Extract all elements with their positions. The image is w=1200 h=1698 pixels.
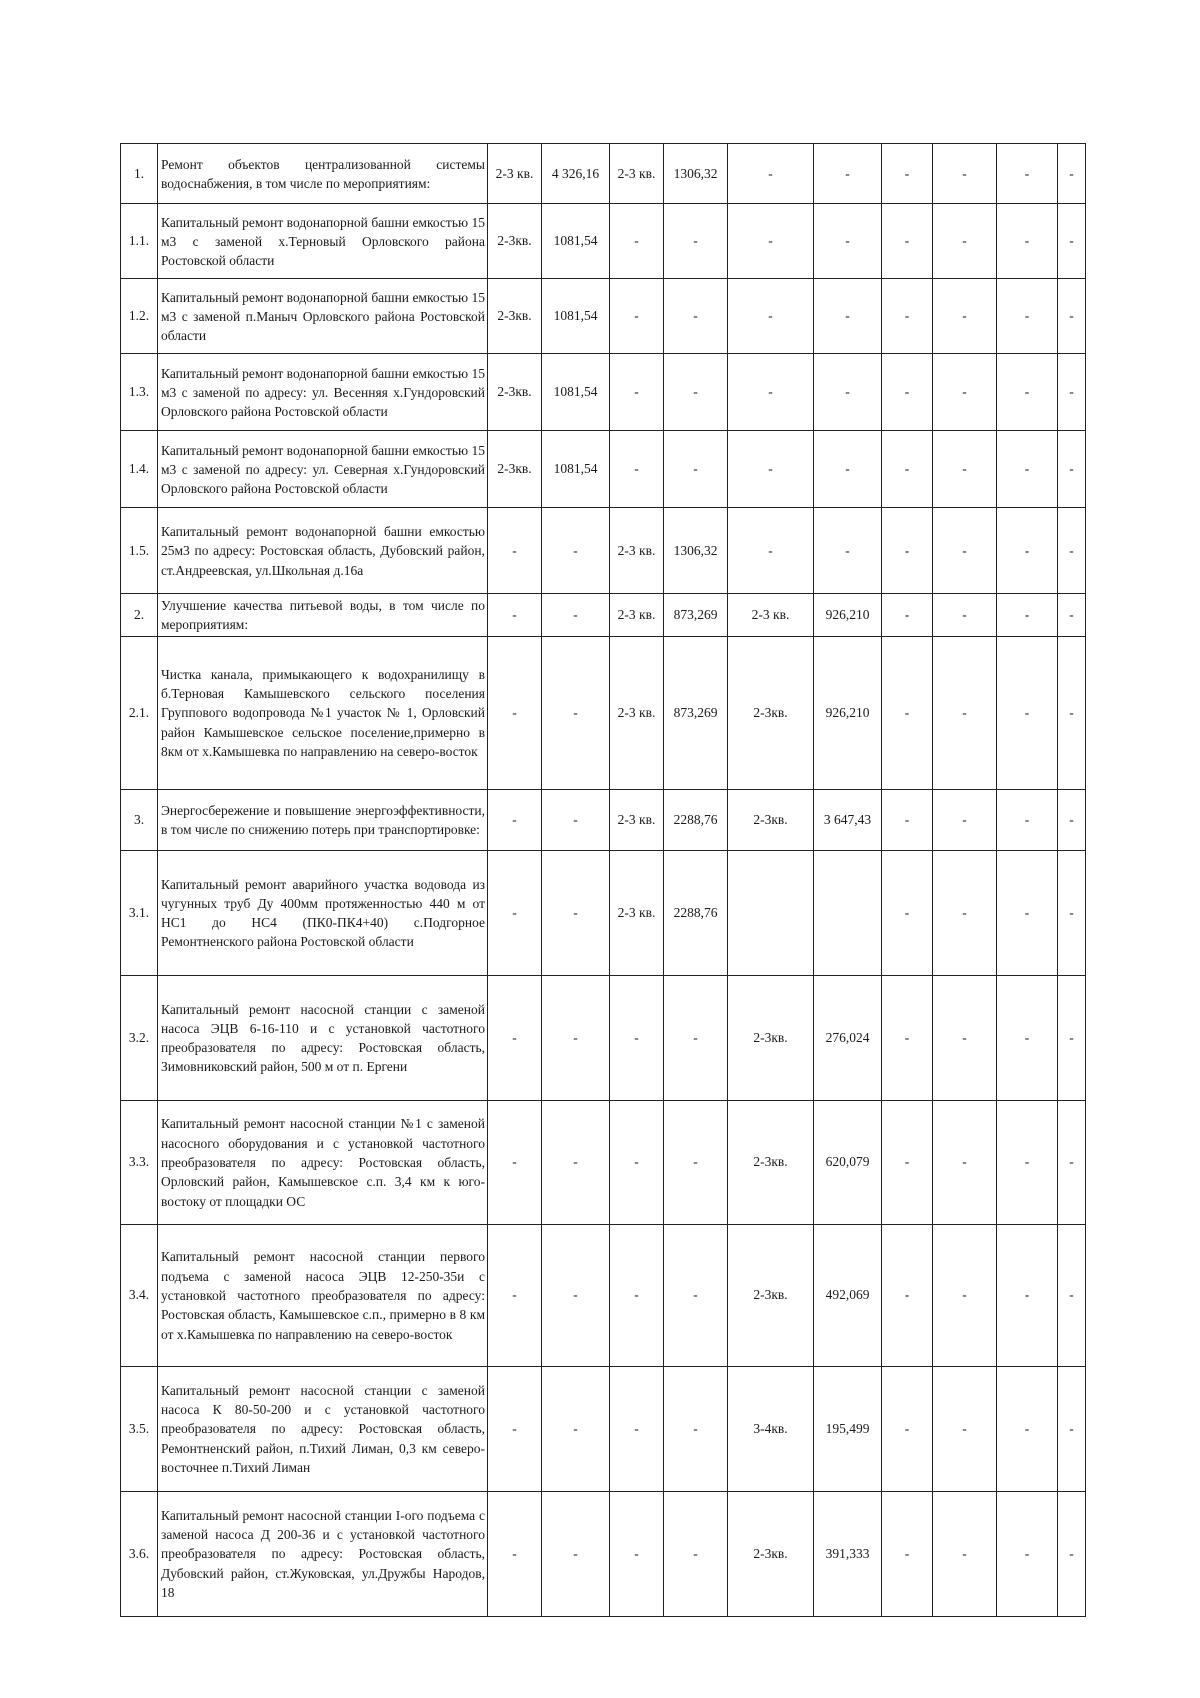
period-cell: - <box>488 850 542 975</box>
period-cell: - <box>610 431 664 508</box>
period-cell: - <box>610 354 664 431</box>
measure-description: Капитальный ремонт водонапорной башни емкостью 15 м3 с заменой п.Маныч Орловского района Ростовской области <box>158 279 488 354</box>
amount-cell: - <box>1058 1100 1086 1224</box>
period-cell: - <box>728 144 814 204</box>
amount-cell: - <box>542 636 610 789</box>
period-cell: - <box>488 1491 542 1616</box>
period-cell: 2-3кв. <box>728 636 814 789</box>
row-number: 1.1. <box>121 204 158 279</box>
amount-cell: - <box>664 1366 728 1491</box>
period-cell <box>728 850 814 975</box>
period-cell: 2-3 кв. <box>610 594 664 637</box>
row-number: 3.5. <box>121 1366 158 1491</box>
period-cell: 2-3кв. <box>728 1100 814 1224</box>
amount-cell: 1081,54 <box>542 204 610 279</box>
measure-description: Капитальный ремонт насосной станции с заменой насоса К 80-50-200 и с установкой частотного преобразователя по адресу: Ростовская область, Ремонтненский район, п.Тихий Лиман, 0,3 км северо-восточнее п.Тихий Лиман <box>158 1366 488 1491</box>
period-cell: 2-3 кв. <box>728 594 814 637</box>
amount-cell: 2288,76 <box>664 789 728 850</box>
period-cell: - <box>488 1366 542 1491</box>
amount-cell: - <box>933 354 997 431</box>
measure-description: Капитальный ремонт водонапорной башни емкостью 15 м3 с заменой по адресу: ул. Весенняя х.Гундоровский Орловского района Ростовской области <box>158 354 488 431</box>
amount-cell: - <box>664 204 728 279</box>
period-cell: - <box>610 975 664 1100</box>
amount-cell: 1081,54 <box>542 279 610 354</box>
period-cell: - <box>488 636 542 789</box>
period-cell: - <box>882 1100 933 1224</box>
table-row <box>121 1100 1086 1224</box>
amount-cell: - <box>933 1224 997 1366</box>
amount-cell: - <box>933 636 997 789</box>
period-cell: - <box>882 1366 933 1491</box>
period-cell: - <box>488 508 542 594</box>
table-row <box>121 354 1086 431</box>
measure-description: Капитальный ремонт насосной станции первого подъема с заменой насоса ЭЦВ 12-250-35и с установкой частотного преобразователя по адресу: Ростовская область, Камышевское с.п., примерно в 8 км от х.Камышевка по направлению на северо-восток <box>158 1224 488 1366</box>
amount-cell: - <box>1058 354 1086 431</box>
amount-cell: - <box>664 431 728 508</box>
table-row <box>121 1491 1086 1616</box>
amount-cell: - <box>664 354 728 431</box>
amount-cell: - <box>664 279 728 354</box>
amount-cell: 195,499 <box>814 1366 882 1491</box>
row-number: 3.1. <box>121 850 158 975</box>
amount-cell: - <box>664 1491 728 1616</box>
amount-cell: - <box>542 1100 610 1224</box>
row-number: 3.2. <box>121 975 158 1100</box>
amount-cell: - <box>814 279 882 354</box>
amount-cell: 926,210 <box>814 636 882 789</box>
period-cell: - <box>997 354 1058 431</box>
amount-cell: 276,024 <box>814 975 882 1100</box>
period-cell: - <box>488 1224 542 1366</box>
period-cell: - <box>728 508 814 594</box>
table-row <box>121 636 1086 789</box>
measure-description: Капитальный ремонт насосной станции №1 с заменой насосного оборудования и с установкой частотного преобразователя по адресу: Ростовская область, Орловский район, Камышевское с.п. 3,4 км к юго-востоку от площадки ОС <box>158 1100 488 1224</box>
amount-cell: 391,333 <box>814 1491 882 1616</box>
period-cell: - <box>488 789 542 850</box>
amount-cell: - <box>1058 1224 1086 1366</box>
period-cell: - <box>997 431 1058 508</box>
period-cell: 2-3кв. <box>488 204 542 279</box>
period-cell: - <box>610 1491 664 1616</box>
measure-description: Чистка канала, примыкающего к водохранилищу в б.Терновая Камышевского сельского поселения Группового водопровода №1 участок № 1, Орловский район Камышевское сельское поселение,примерно в 8км от х.Камышевка по направлению на северо-восток <box>158 636 488 789</box>
amount-cell: 926,210 <box>814 594 882 637</box>
amount-cell: - <box>1058 1366 1086 1491</box>
measure-description: Капитальный ремонт водонапорной башни емкостью 25м3 по адресу: Ростовская область, Дубовский район, ст.Андреевская, ул.Школьная д.16а <box>158 508 488 594</box>
amount-cell: - <box>814 354 882 431</box>
period-cell: - <box>882 789 933 850</box>
period-cell: 2-3 кв. <box>610 789 664 850</box>
period-cell: - <box>997 279 1058 354</box>
period-cell: - <box>882 508 933 594</box>
period-cell: - <box>882 144 933 204</box>
amount-cell: - <box>542 975 610 1100</box>
period-cell: - <box>728 354 814 431</box>
amount-cell: 873,269 <box>664 636 728 789</box>
period-cell: - <box>882 431 933 508</box>
amount-cell: - <box>664 1100 728 1224</box>
amount-cell: - <box>542 1366 610 1491</box>
row-number: 3. <box>121 789 158 850</box>
period-cell: - <box>882 1224 933 1366</box>
amount-cell: - <box>542 789 610 850</box>
amount-cell: - <box>933 975 997 1100</box>
period-cell: - <box>728 279 814 354</box>
period-cell: - <box>997 144 1058 204</box>
period-cell: - <box>997 850 1058 975</box>
amount-cell: 492,069 <box>814 1224 882 1366</box>
row-number: 3.3. <box>121 1100 158 1224</box>
amount-cell: - <box>1058 594 1086 637</box>
amount-cell: 873,269 <box>664 594 728 637</box>
table-row <box>121 789 1086 850</box>
amount-cell: - <box>542 508 610 594</box>
period-cell: - <box>728 204 814 279</box>
period-cell: - <box>882 850 933 975</box>
period-cell: 2-3кв. <box>728 789 814 850</box>
period-cell: - <box>997 1100 1058 1224</box>
amount-cell: - <box>933 1491 997 1616</box>
table-row <box>121 1224 1086 1366</box>
amount-cell: - <box>933 431 997 508</box>
table-row <box>121 975 1086 1100</box>
row-number: 3.6. <box>121 1491 158 1616</box>
period-cell: - <box>610 1366 664 1491</box>
period-cell: - <box>610 1224 664 1366</box>
amount-cell: - <box>1058 975 1086 1100</box>
period-cell: - <box>997 1366 1058 1491</box>
amount-cell: - <box>933 508 997 594</box>
program-table <box>120 143 1086 1617</box>
period-cell: - <box>882 279 933 354</box>
amount-cell: - <box>933 204 997 279</box>
period-cell: - <box>997 1224 1058 1366</box>
amount-cell: 620,079 <box>814 1100 882 1224</box>
amount-cell: - <box>814 144 882 204</box>
table-row <box>121 594 1086 637</box>
row-number: 2.1. <box>121 636 158 789</box>
period-cell: 3-4кв. <box>728 1366 814 1491</box>
period-cell: - <box>997 789 1058 850</box>
row-number: 1. <box>121 144 158 204</box>
row-number: 1.3. <box>121 354 158 431</box>
table-row <box>121 204 1086 279</box>
amount-cell: 1081,54 <box>542 431 610 508</box>
amount-cell: - <box>1058 850 1086 975</box>
row-number: 1.5. <box>121 508 158 594</box>
measure-description: Капитальный ремонт аварийного участка водовода из чугунных труб Ду 400мм протяженностью 440 м от НС1 до НС4 (ПК0-ПК4+40) с.Подгорное Ремонтненского района Ростовской области <box>158 850 488 975</box>
amount-cell: - <box>933 1100 997 1224</box>
amount-cell: - <box>933 144 997 204</box>
period-cell: 2-3кв. <box>728 975 814 1100</box>
period-cell: - <box>882 1491 933 1616</box>
period-cell: 2-3 кв. <box>610 508 664 594</box>
measure-description: Капитальный ремонт насосной станции I-ого подъема с заменой насоса Д 200-36 и с установкой частотного преобразователя по адресу: Ростовская область, Дубовский район, ст.Жуковская, ул.Дружбы Народов, 18 <box>158 1491 488 1616</box>
amount-cell: - <box>1058 789 1086 850</box>
period-cell: - <box>997 975 1058 1100</box>
period-cell: - <box>997 204 1058 279</box>
period-cell: - <box>728 431 814 508</box>
amount-cell: - <box>1058 279 1086 354</box>
amount-cell: - <box>933 789 997 850</box>
amount-cell: - <box>664 975 728 1100</box>
amount-cell <box>814 850 882 975</box>
amount-cell: - <box>1058 636 1086 789</box>
row-number: 3.4. <box>121 1224 158 1366</box>
table-row <box>121 850 1086 975</box>
amount-cell: 1306,32 <box>664 144 728 204</box>
period-cell: 2-3 кв. <box>610 636 664 789</box>
period-cell: - <box>997 508 1058 594</box>
measure-description: Улучшение качества питьевой воды, в том числе по мероприятиям: <box>158 594 488 637</box>
table-body <box>121 144 1086 1617</box>
amount-cell: - <box>1058 1491 1086 1616</box>
measure-description: Капитальный ремонт водонапорной башни емкостью 15 м3 с заменой по адресу: ул. Северная х.Гундоровский Орловского района Ростовской области <box>158 431 488 508</box>
period-cell: - <box>997 1491 1058 1616</box>
amount-cell: - <box>542 594 610 637</box>
period-cell: - <box>610 279 664 354</box>
amount-cell: - <box>542 1224 610 1366</box>
row-number: 1.2. <box>121 279 158 354</box>
period-cell: - <box>610 204 664 279</box>
amount-cell: - <box>1058 431 1086 508</box>
period-cell: 2-3кв. <box>488 279 542 354</box>
period-cell: - <box>882 594 933 637</box>
period-cell: - <box>488 975 542 1100</box>
amount-cell: - <box>933 1366 997 1491</box>
amount-cell: 1081,54 <box>542 354 610 431</box>
row-number: 2. <box>121 594 158 637</box>
amount-cell: 2288,76 <box>664 850 728 975</box>
period-cell: - <box>882 636 933 789</box>
amount-cell: 1306,32 <box>664 508 728 594</box>
table-row <box>121 431 1086 508</box>
period-cell: 2-3кв. <box>488 431 542 508</box>
period-cell: 2-3 кв. <box>488 144 542 204</box>
amount-cell: - <box>1058 508 1086 594</box>
measure-description: Ремонт объектов централизованной системы водоснабжения, в том числе по мероприятиям: <box>158 144 488 204</box>
amount-cell: - <box>933 850 997 975</box>
table-row <box>121 144 1086 204</box>
measure-description: Капитальный ремонт водонапорной башни емкостью 15 м3 с заменой х.Терновый Орловского района Ростовской области <box>158 204 488 279</box>
table-row <box>121 279 1086 354</box>
period-cell: - <box>610 1100 664 1224</box>
amount-cell: - <box>542 1491 610 1616</box>
period-cell: 2-3 кв. <box>610 850 664 975</box>
amount-cell: - <box>1058 144 1086 204</box>
amount-cell: - <box>664 1224 728 1366</box>
period-cell: - <box>882 975 933 1100</box>
amount-cell: - <box>814 508 882 594</box>
period-cell: - <box>488 594 542 637</box>
table-row <box>121 1366 1086 1491</box>
amount-cell: - <box>933 279 997 354</box>
amount-cell: 3 647,43 <box>814 789 882 850</box>
period-cell: 2-3кв. <box>728 1224 814 1366</box>
period-cell: - <box>997 594 1058 637</box>
row-number: 1.4. <box>121 431 158 508</box>
measure-description: Энергосбережение и повышение энергоэффективности, в том числе по снижению потерь при транспортировке: <box>158 789 488 850</box>
period-cell: - <box>488 1100 542 1224</box>
period-cell: 2-3кв. <box>728 1491 814 1616</box>
period-cell: 2-3кв. <box>488 354 542 431</box>
period-cell: - <box>882 354 933 431</box>
table-row <box>121 508 1086 594</box>
amount-cell: - <box>1058 204 1086 279</box>
period-cell: - <box>882 204 933 279</box>
period-cell: 2-3 кв. <box>610 144 664 204</box>
period-cell: - <box>997 636 1058 789</box>
amount-cell: - <box>814 204 882 279</box>
measure-description: Капитальный ремонт насосной станции с заменой насоса ЭЦВ 6-16-110 и с установкой частотного преобразователя по адресу: Ростовская область, Зимовниковский район, 500 м от п. Ергени <box>158 975 488 1100</box>
amount-cell: - <box>814 431 882 508</box>
amount-cell: - <box>933 594 997 637</box>
amount-cell: - <box>542 850 610 975</box>
amount-cell: 4 326,16 <box>542 144 610 204</box>
